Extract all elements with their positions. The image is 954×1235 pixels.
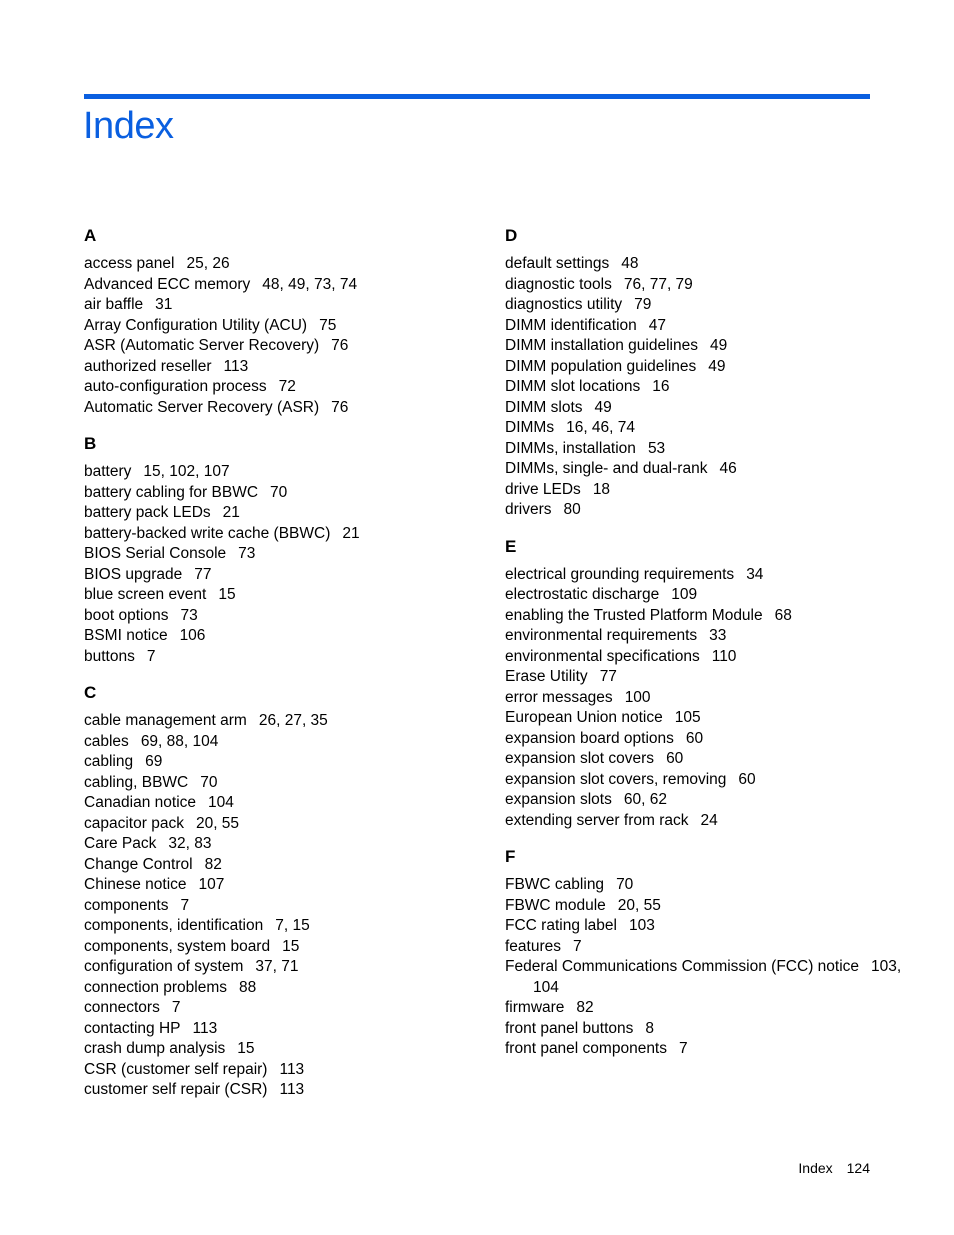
index-entry — [505, 1039, 905, 1060]
index-entry — [505, 316, 905, 337]
index-page-refs[interactable]: 109 — [671, 586, 698, 603]
index-entry — [84, 316, 484, 337]
index-entry — [505, 336, 905, 357]
index-term: firmware — [505, 999, 565, 1016]
index-page-refs[interactable]: 103 — [629, 917, 655, 934]
index-entry — [84, 565, 484, 586]
index-page-refs[interactable]: 8 — [645, 1019, 655, 1037]
index-page-refs[interactable]: 104 — [208, 794, 234, 811]
index-page-refs[interactable]: 113 — [279, 1081, 305, 1098]
page-title: Index — [83, 105, 174, 147]
index-term: components, system board — [84, 937, 271, 955]
index-entry — [505, 770, 905, 791]
section-letter: A — [84, 226, 97, 245]
index-page-refs[interactable]: 48, 49, 73, 74 — [262, 275, 358, 293]
index-term: Automatic Server Recovery (ASR) — [84, 398, 320, 416]
index-entry — [505, 688, 905, 709]
index-term: DIMM identification — [505, 316, 637, 334]
index-term: front panel buttons — [505, 1019, 634, 1037]
index-term: error messages — [505, 688, 613, 706]
page-footer — [798, 1158, 870, 1178]
index-entry — [84, 752, 484, 773]
index-entry — [84, 606, 484, 627]
index-page-refs[interactable]: 105 — [674, 709, 701, 726]
index-term: environmental specifications — [505, 647, 700, 665]
index-term: DIMM slots — [505, 398, 583, 416]
index-page-refs[interactable]: 21 — [342, 524, 360, 542]
index-page-refs[interactable]: 48 — [621, 255, 639, 272]
index-page-refs[interactable]: 76, 77, 79 — [623, 275, 693, 293]
index-entry — [84, 398, 484, 419]
index-page-refs[interactable]: 21 — [222, 504, 240, 521]
index-page-refs[interactable]: 60 — [685, 729, 704, 747]
index-page-refs[interactable]: 16 — [652, 378, 670, 395]
index-entry — [505, 565, 905, 586]
index-page-refs[interactable]: 69 — [145, 753, 163, 770]
index-page-refs[interactable]: 60, 62 — [623, 791, 667, 808]
index-page-refs[interactable]: 49 — [594, 398, 612, 416]
index-page-refs[interactable]: 75 — [319, 316, 337, 334]
index-page-refs[interactable]: 113 — [192, 1019, 218, 1037]
index-page-refs[interactable]: 68 — [774, 606, 792, 624]
index-entry — [84, 295, 484, 316]
index-term: air baffle — [84, 296, 144, 313]
index-page-refs[interactable]: 73 — [180, 606, 198, 624]
index-entry — [505, 916, 905, 937]
index-term: DIMMs — [505, 419, 555, 436]
index-term: DIMMs, installation — [505, 439, 636, 457]
index-term: drive LEDs — [505, 480, 581, 498]
section-letter: B — [84, 434, 97, 453]
index-entry — [505, 937, 905, 958]
index-page-refs[interactable]: 76 — [331, 337, 349, 354]
index-term: environmental requirements — [505, 627, 698, 644]
index-entry — [84, 357, 484, 378]
index-term: DIMMs, single- and dual-rank — [505, 460, 708, 477]
index-page-refs[interactable]: 88 — [239, 978, 257, 996]
index-entry — [505, 667, 905, 688]
index-term: drivers — [505, 501, 552, 518]
index-page-refs[interactable]: 7 — [180, 896, 190, 914]
index-term: extending server from rack — [505, 811, 689, 829]
index-term: Canadian notice — [84, 794, 197, 811]
index-entry — [84, 916, 484, 937]
index-page-refs[interactable]: 70 — [270, 483, 288, 501]
index-entry — [84, 377, 484, 398]
index-page-refs[interactable]: 15 — [218, 586, 236, 603]
index-entry — [84, 626, 484, 647]
index-entry — [505, 729, 905, 750]
index-entry — [505, 295, 905, 316]
index-page-refs[interactable]: 46 — [719, 460, 737, 477]
index-term: connection problems — [84, 978, 228, 996]
index-page-refs[interactable]: 47 — [648, 316, 667, 334]
index-column-right — [505, 224, 905, 1074]
index-entry — [505, 585, 905, 606]
index-page-refs[interactable]: 80 — [563, 501, 581, 518]
index-term: Care Pack — [84, 835, 157, 852]
index-entry — [84, 834, 484, 855]
index-entry — [84, 1019, 484, 1040]
index-entry — [84, 978, 484, 999]
index-page-refs[interactable]: 7 — [679, 1040, 688, 1057]
index-entry — [505, 626, 905, 647]
index-page-refs[interactable]: 7, 15 — [275, 917, 310, 934]
index-term: BSMI notice — [84, 627, 168, 644]
index-term: expansion slot covers, removing — [505, 770, 727, 788]
index-entry — [505, 749, 905, 770]
section-letter: D — [505, 226, 518, 245]
index-entry — [84, 875, 484, 896]
index-term: configuration of system — [84, 958, 244, 975]
section-letter: C — [84, 683, 97, 702]
index-entry — [84, 855, 484, 876]
index-term: contacting HP — [84, 1019, 181, 1037]
index-page-refs[interactable]: 60 — [666, 750, 684, 767]
index-entry — [505, 480, 905, 501]
index-entry — [84, 711, 484, 732]
index-term: cabling, BBWC — [84, 773, 189, 791]
index-entry — [505, 998, 905, 1019]
index-term: Advanced ECC memory — [84, 275, 251, 293]
index-term: cables — [84, 732, 129, 750]
index-term: components — [84, 896, 169, 914]
index-entry — [505, 875, 905, 896]
index-entry — [84, 773, 484, 794]
index-term: Array Configuration Utility (ACU) — [84, 316, 308, 334]
index-term: expansion board options — [505, 729, 674, 747]
index-page-refs[interactable]: 32, 83 — [168, 835, 212, 852]
index-term: crash dump analysis — [84, 1040, 226, 1057]
index-term: connectors — [84, 999, 160, 1016]
index-entry — [505, 1019, 905, 1040]
index-term: boot options — [84, 606, 169, 624]
footer-page-number: 124 — [846, 1160, 870, 1176]
index-entry — [505, 500, 905, 521]
index-term: expansion slots — [505, 791, 612, 808]
index-entry — [84, 1039, 484, 1060]
index-page-refs[interactable]: 15, 102, 107 — [143, 463, 230, 480]
index-entry — [505, 398, 905, 419]
index-entry — [84, 503, 484, 524]
index-term: blue screen event — [84, 586, 207, 603]
index-term: diagnostics utility — [505, 296, 623, 313]
index-page-refs[interactable]: 20, 55 — [617, 896, 661, 914]
index-term: FCC rating label — [505, 917, 617, 934]
index-entry — [84, 732, 484, 753]
index-term: customer self repair (CSR) — [84, 1081, 268, 1098]
index-term: battery-backed write cache (BBWC) — [84, 524, 331, 542]
index-page-refs[interactable]: 100 — [624, 688, 651, 706]
index-term: DIMM slot locations — [505, 378, 641, 395]
index-term: Change Control — [84, 855, 193, 873]
index-section-e — [505, 535, 905, 832]
index-entry — [84, 1060, 484, 1081]
index-term: electrical grounding requirements — [505, 565, 735, 583]
index-term: cabling — [84, 753, 134, 770]
index-entry — [505, 811, 905, 832]
index-entry — [505, 957, 905, 998]
index-term: battery cabling for BBWC — [84, 483, 259, 501]
index-term: Chinese notice — [84, 876, 187, 893]
index-page-refs[interactable]: 77 — [599, 668, 617, 685]
index-entry — [84, 254, 484, 275]
index-term: BIOS upgrade — [84, 565, 183, 583]
index-page-refs[interactable]: 73 — [238, 545, 256, 562]
index-entry — [505, 377, 905, 398]
index-page-refs[interactable]: 7 — [171, 999, 181, 1016]
index-term: components, identification — [84, 917, 264, 934]
index-term: diagnostic tools — [505, 275, 612, 293]
index-entry — [505, 418, 905, 439]
index-page-refs[interactable]: 37, 71 — [255, 958, 299, 975]
footer-section-label: Index — [798, 1160, 833, 1176]
index-entry — [84, 957, 484, 978]
index-page-refs[interactable]: 15 — [237, 1040, 255, 1057]
index-term: access panel — [84, 255, 175, 272]
index-page-refs[interactable]: 113 — [223, 357, 249, 375]
index-term: front panel components — [505, 1040, 667, 1057]
index-page-refs[interactable]: 79 — [634, 296, 652, 313]
index-page-refs[interactable]: 70 — [200, 773, 218, 791]
index-entry — [84, 814, 484, 835]
index-entry — [505, 357, 905, 378]
index-entry — [84, 1080, 484, 1101]
index-entry — [505, 790, 905, 811]
index-page-refs[interactable]: 34 — [746, 565, 764, 583]
index-entry — [505, 275, 905, 296]
index-page-refs[interactable]: 25, 26 — [186, 255, 230, 272]
index-page-refs[interactable]: 16, 46, 74 — [566, 419, 636, 436]
index-entry — [84, 544, 484, 565]
index-entry — [505, 896, 905, 917]
index-entry — [84, 998, 484, 1019]
index-term: cable management arm — [84, 712, 247, 729]
index-section-a — [84, 224, 484, 418]
index-entry — [84, 483, 484, 504]
index-entry — [505, 459, 905, 480]
index-term: FBWC cabling — [505, 876, 605, 893]
index-term: European Union notice — [505, 709, 663, 726]
index-entry — [84, 524, 484, 545]
index-term: DIMM installation guidelines — [505, 337, 698, 354]
index-entry — [505, 254, 905, 275]
index-term: ASR (Automatic Server Recovery) — [84, 337, 320, 354]
index-page-refs[interactable]: 18 — [592, 480, 611, 498]
index-page-refs[interactable]: 7 — [573, 937, 582, 955]
index-page-refs[interactable]: 49 — [708, 357, 726, 375]
index-page-refs[interactable]: 26, 27, 35 — [258, 712, 328, 729]
index-entry — [84, 647, 484, 668]
index-page-refs[interactable]: 72 — [278, 378, 296, 395]
title-rule — [84, 94, 870, 99]
index-section-f — [505, 845, 905, 1060]
index-entry — [84, 275, 484, 296]
index-page-refs[interactable]: 76 — [331, 398, 349, 416]
index-page-refs[interactable]: 107 — [198, 876, 225, 893]
section-letter: F — [505, 847, 516, 866]
index-entry — [84, 896, 484, 917]
index-entry — [505, 708, 905, 729]
index-term: battery — [84, 463, 132, 480]
index-page-refs[interactable]: 77 — [194, 565, 212, 583]
index-term: Erase Utility — [505, 668, 588, 685]
index-section-d — [505, 224, 905, 521]
index-page-refs[interactable]: 106 — [179, 627, 206, 644]
index-term: buttons — [84, 647, 135, 665]
index-term: Federal Communications Commission (FCC) notice — [505, 958, 860, 975]
index-column-left — [84, 224, 484, 1115]
index-term: enabling the Trusted Platform Module — [505, 606, 763, 624]
index-page-refs[interactable]: 53 — [647, 439, 666, 457]
index-entry — [505, 606, 905, 627]
index-page-refs[interactable]: 33 — [709, 627, 727, 644]
index-page-refs[interactable]: 82 — [576, 999, 594, 1016]
index-term: CSR (customer self repair) — [84, 1060, 268, 1078]
index-term: auto-configuration process — [84, 378, 267, 395]
index-page-refs[interactable]: 103, 104 — [533, 958, 902, 996]
index-term: electrostatic discharge — [505, 586, 660, 603]
index-entry — [505, 647, 905, 668]
index-page-refs[interactable]: 20, 55 — [195, 814, 240, 832]
index-term: FBWC module — [505, 896, 606, 914]
index-term: expansion slot covers — [505, 750, 655, 767]
index-page-refs[interactable]: 60 — [738, 770, 756, 788]
index-term: authorized reseller — [84, 357, 212, 375]
index-section-c — [84, 681, 484, 1101]
index-page-refs[interactable]: 7 — [146, 647, 156, 665]
index-page-refs[interactable]: 31 — [155, 296, 173, 313]
index-term: battery pack LEDs — [84, 504, 211, 521]
index-term: features — [505, 937, 562, 955]
index-page-refs[interactable]: 70 — [616, 876, 634, 893]
index-page-refs[interactable]: 82 — [204, 855, 222, 873]
index-page-refs[interactable]: 15 — [282, 937, 300, 955]
index-page-refs[interactable]: 113 — [279, 1060, 305, 1078]
index-term: default settings — [505, 255, 610, 272]
index-entry — [84, 585, 484, 606]
index-term: DIMM population guidelines — [505, 357, 697, 375]
index-page-refs[interactable]: 24 — [700, 811, 718, 829]
index-term: BIOS Serial Console — [84, 545, 227, 562]
index-section-b — [84, 432, 484, 667]
index-entry — [84, 336, 484, 357]
section-letter: E — [505, 536, 517, 556]
index-page-refs[interactable]: 69, 88, 104 — [140, 732, 219, 750]
index-entry — [84, 937, 484, 958]
index-page-refs[interactable]: 49 — [709, 337, 728, 354]
index-term: capacitor pack — [84, 814, 184, 832]
index-entry — [505, 439, 905, 460]
index-entry — [84, 462, 484, 483]
index-entry — [84, 793, 484, 814]
index-page-refs[interactable]: 110 — [711, 647, 737, 665]
